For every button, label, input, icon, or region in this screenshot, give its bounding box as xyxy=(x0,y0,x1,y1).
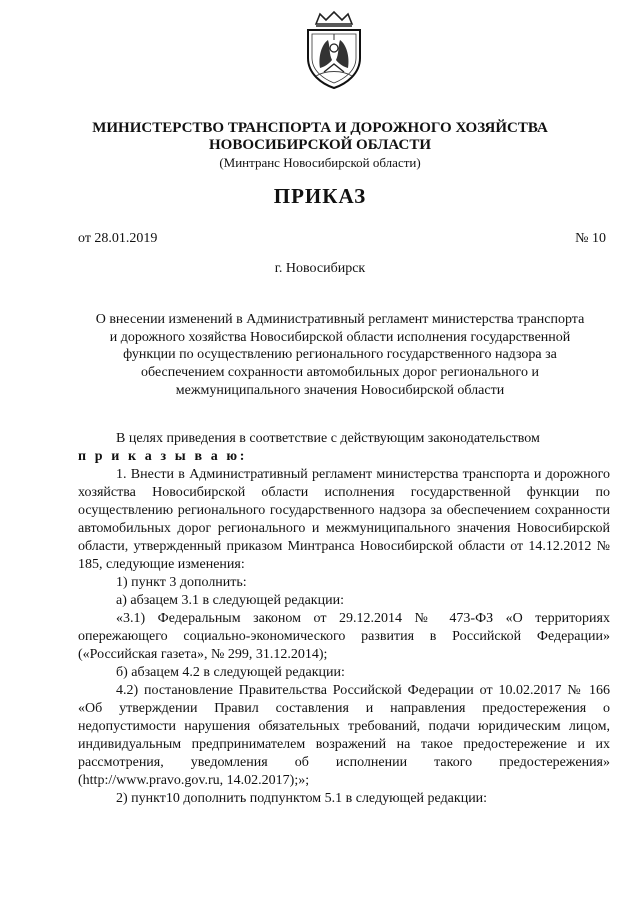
document-type-title: ПРИКАЗ xyxy=(273,184,367,208)
body-paragraph: «3.1) Федеральным законом от 29.12.2014 № 473-ФЗ «О территориях опережающего социально-экономического развития в Российской Федерации» («Российская газета», № 299, 31.12.2014); xyxy=(78,611,610,662)
date-number-line xyxy=(78,230,606,247)
document-date: от 28.01.2019 xyxy=(78,231,158,246)
ministry-name-line1: МИНИСТЕРСТВО ТРАНСПОРТА И ДОРОЖНОГО ХОЗЯЙСТВА xyxy=(92,120,548,136)
document-subject xyxy=(70,311,610,400)
preamble-paragraph: В целях приведения в соответствие с действующим законодательством xyxy=(116,431,540,446)
coat-of-arms-icon xyxy=(302,10,366,90)
decree-word: п р и к а з ы в а ю: xyxy=(78,449,247,464)
subject-line: обеспечением сохранности автомобильных дорог регионального и xyxy=(141,365,539,381)
document-body xyxy=(78,430,610,808)
document-number: № 10 xyxy=(575,231,606,246)
body-paragraph: 1. Внести в Административный регламент министерства транспорта и дорожного хозяйства Новосибирской области исполнения государственной функции по осуществлению регионального государственного надзора за обеспечением сохранности автомобильных дорог регионального и межмуниципального значения Новосибирской области, утвержденный приказом Минтранса Новосибирской области от 14.12.2012 № 185, следующие изменения: xyxy=(78,467,610,572)
body-paragraph: 2) пункт10 дополнить подпунктом 5.1 в следующей редакции: xyxy=(116,791,488,806)
subject-line: О внесении изменений в Административный регламент министерства транспорта xyxy=(95,312,585,327)
body-paragraph: б) абзацем 4.2 в следующей редакции: xyxy=(116,665,345,680)
ministry-name xyxy=(0,120,640,154)
ministry-name-line2: НОВОСИБИРСКОЙ ОБЛАСТИ xyxy=(208,137,432,153)
body-paragraph: 4.2) постановление Правительства Российской Федерации от 10.02.2017 № 166 «Об утверждении Правил составления и направления предостережения о недопустимости нарушения обязательных требований, подачи юридическим лицом, индивидуальным предпринимателем возражений на такое предостережение и их рассмотрения, уведомления об исполнении такого предостережения» (http://www.pravo.gov.ru, 14.02.2017);»; xyxy=(78,683,610,788)
subject-line: функции по осуществлению регионального государственного надзора за xyxy=(123,347,557,363)
subject-line: и дорожного хозяйства Новосибирской области исполнения государственной xyxy=(109,329,571,345)
ministry-short-name: (Минтранс Новосибирской области) xyxy=(219,155,421,170)
body-paragraph: а) абзацем 3.1 в следующей редакции: xyxy=(116,593,344,608)
document-city: г. Новосибирск xyxy=(274,261,366,276)
subject-line: межмуниципального значения Новосибирской области xyxy=(175,382,505,398)
body-paragraph: 1) пункт 3 дополнить: xyxy=(116,575,247,590)
